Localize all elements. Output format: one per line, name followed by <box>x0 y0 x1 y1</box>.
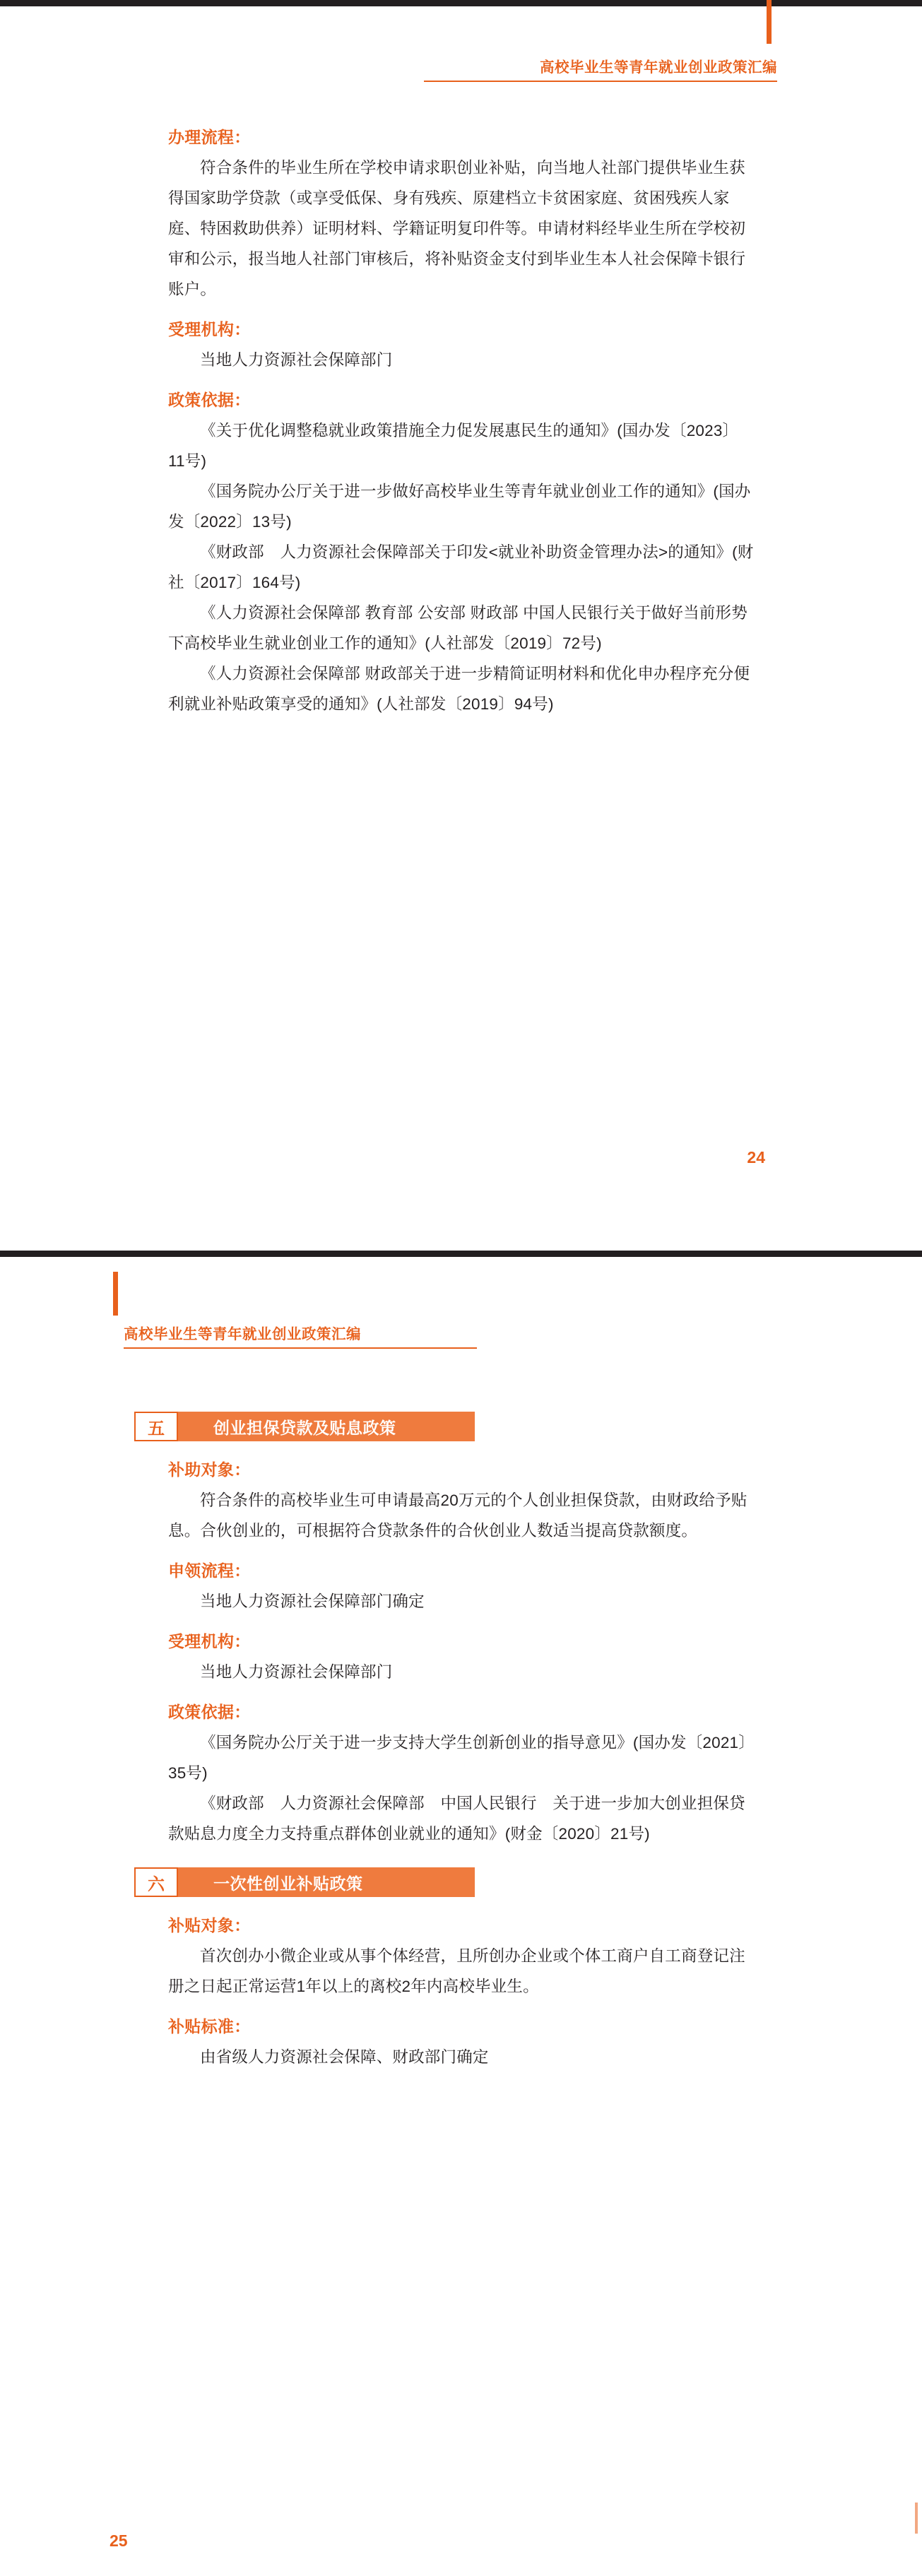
heading-policy-basis-five: 政策依据： <box>168 1703 251 1721</box>
paragraph-six-standard-1: 由省级人力资源社会保障、财政部门确定 <box>200 2048 489 2066</box>
section-number-five: 五 <box>134 1412 178 1441</box>
page-25-content <box>148 1412 755 2072</box>
document-page-25 <box>0 1251 922 2576</box>
section-title-six: 一次性创业补贴政策 <box>178 1867 475 1897</box>
header-accent-tick <box>113 1272 118 1316</box>
paragraph-policy-4: 《人力资源社会保障部 教育部 公安部 财政部 中国人民银行关于做好当前形势下高校毕业生就业创业工作的通知》(人社部发〔2019〕72号) <box>168 604 747 652</box>
header-underline <box>124 1347 477 1349</box>
running-title: 高校毕业生等青年就业创业政策汇编 <box>124 1326 361 1342</box>
page-header <box>0 0 922 92</box>
heading-process: 办理流程： <box>168 128 251 146</box>
edge-marker <box>915 2503 918 2534</box>
paragraph-agency-1: 当地人力资源社会保障部门 <box>200 351 393 369</box>
page-separator <box>0 1229 922 1251</box>
heading-policy-basis: 政策依据： <box>168 391 251 409</box>
paragraph-five-policy-1: 《国务院办公厅关于进一步支持大学生创新创业的指导意见》(国办发〔2021〕35号) <box>168 1734 755 1782</box>
heading-subsidy-standard-six: 补贴标准： <box>168 2017 251 2036</box>
paragraph-five-policy-2: 《财政部 人力资源社会保障部 中国人民银行 关于进一步加大创业担保贷款贴息力度全力支持重点群体创业就业的通知》(财金〔2020〕21号) <box>168 1795 745 1843</box>
heading-agency-five: 受理机构： <box>168 1632 251 1650</box>
heading-subsidy-target-six: 补贴对象： <box>168 1916 251 1934</box>
document-page-24 <box>0 0 922 1229</box>
heading-application-process-five: 申领流程： <box>168 1561 251 1580</box>
paragraph-five-process-1: 当地人力资源社会保障部门确定 <box>200 1593 425 1610</box>
paragraph-policy-3: 《财政部 人力资源社会保障部关于印发<就业补助资金管理办法>的通知》(财社〔2017〕164号) <box>168 543 754 591</box>
running-title: 高校毕业生等青年就业创业政策汇编 <box>540 59 777 76</box>
heading-subsidy-target-five: 补助对象： <box>168 1460 251 1479</box>
header-underline <box>424 81 777 82</box>
paragraph-process-1: 符合条件的毕业生所在学校申请求职创业补贴，向当地人社部门提供毕业生获得国家助学贷款（或享受低保、身有残疾、原建档立卡贫困家庭、贫困残疾人家庭、特困救助供养）证明材料、学籍证明复印件等。申请材料经毕业生所在学校初审和公示，报当地人社部门审核后，将补贴资金支付到毕业生本人社会保障卡银行账户。 <box>168 159 746 298</box>
section-banner-six <box>134 1867 475 1897</box>
section-title-five: 创业担保贷款及贴息政策 <box>178 1412 475 1441</box>
section-banner-five <box>134 1412 475 1441</box>
section-number-six: 六 <box>134 1867 178 1897</box>
paragraph-policy-1: 《关于优化调整稳就业政策措施全力促发展惠民生的通知》(国办发〔2023〕11号) <box>168 422 739 470</box>
heading-agency: 受理机构： <box>168 320 251 338</box>
page-24-content <box>168 124 755 719</box>
paragraph-policy-5: 《人力资源社会保障部 财政部关于进一步精简证明材料和优化申办程序充分便利就业补贴政策享受的通知》(人社部发〔2019〕94号) <box>168 665 750 713</box>
paragraph-six-target-1: 首次创办小微企业或从事个体经营，且所创办企业或个体工商户自工商登记注册之日起正常运营1年以上的离校2年内高校毕业生。 <box>168 1947 745 1995</box>
page-number-25: 25 <box>110 2531 128 2550</box>
header-accent-tick <box>767 0 772 44</box>
paragraph-five-target-1: 符合条件的高校毕业生可申请最高20万元的个人创业担保贷款，由财政给予贴息。合伙创业的，可根据符合贷款条件的合伙创业人数适当提高贷款额度。 <box>168 1491 747 1540</box>
paragraph-five-agency-1: 当地人力资源社会保障部门 <box>200 1663 393 1681</box>
paragraph-policy-2: 《国务院办公厅关于进一步做好高校毕业生等青年就业创业工作的通知》(国办发〔2022〕13号) <box>168 483 751 531</box>
page-header <box>0 1251 922 1342</box>
page-number-24: 24 <box>747 1148 765 1166</box>
